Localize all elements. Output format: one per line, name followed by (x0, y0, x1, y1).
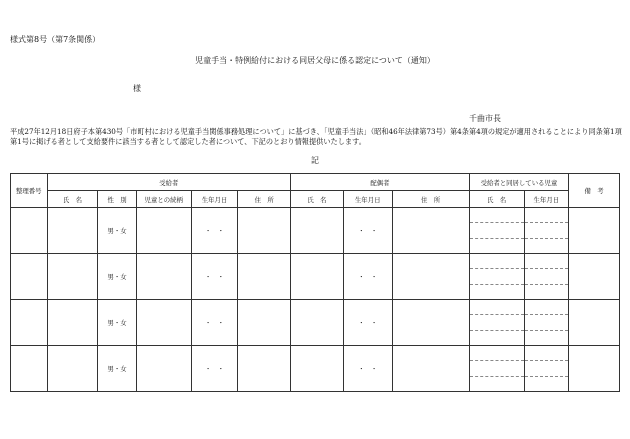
recipient-gender-cell[interactable]: 男・女 (98, 346, 137, 392)
recipient-address-cell[interactable] (238, 300, 291, 346)
spouse-address-cell[interactable] (392, 254, 469, 300)
recipient-address-cell[interactable] (238, 208, 291, 254)
header-recipient-birthdate: 生年月日 (191, 191, 238, 208)
child-name-cell[interactable] (469, 346, 524, 392)
recipient-name-cell[interactable] (47, 254, 98, 300)
recipient-address-cell[interactable] (238, 254, 291, 300)
remarks-cell[interactable] (569, 254, 620, 300)
recipient-name-cell[interactable] (47, 346, 98, 392)
header-child-name: 氏 名 (469, 191, 524, 208)
seiri-cell[interactable] (11, 208, 48, 254)
recipient-birthdate-cell[interactable]: ・ ・ (191, 254, 238, 300)
spouse-name-cell[interactable] (291, 300, 344, 346)
spouse-address-cell[interactable] (392, 300, 469, 346)
table-row (11, 300, 620, 346)
recipient-gender-cell[interactable]: 男・女 (98, 208, 137, 254)
recipient-name-cell[interactable] (47, 208, 98, 254)
seiri-cell[interactable] (11, 254, 48, 300)
recipient-relation-cell[interactable] (136, 254, 191, 300)
ki-heading: 記 (311, 156, 319, 165)
spouse-name-cell[interactable] (291, 254, 344, 300)
recipient-birthdate-cell[interactable]: ・ ・ (191, 208, 238, 254)
header-child-birthdate: 生年月日 (524, 191, 569, 208)
spouse-name-cell[interactable] (291, 346, 344, 392)
table-row (11, 254, 620, 300)
header-seiri-number: 整理番号 (11, 174, 48, 208)
header-recipient-name: 氏 名 (47, 191, 98, 208)
header-spouse-group: 配偶者 (291, 174, 470, 191)
child-birthdate-cell[interactable] (524, 254, 569, 300)
spouse-birthdate-cell[interactable]: ・ ・ (343, 208, 392, 254)
info-table (10, 173, 620, 392)
spouse-name-cell[interactable] (291, 208, 344, 254)
spouse-birthdate-cell[interactable]: ・ ・ (343, 254, 392, 300)
remarks-cell[interactable] (569, 208, 620, 254)
seiri-cell[interactable] (11, 346, 48, 392)
spouse-birthdate-cell[interactable]: ・ ・ (343, 346, 392, 392)
recipient-birthdate-cell[interactable]: ・ ・ (191, 300, 238, 346)
child-birthdate-cell[interactable] (524, 300, 569, 346)
recipient-birthdate-cell[interactable]: ・ ・ (191, 346, 238, 392)
remarks-cell[interactable] (569, 300, 620, 346)
header-recipient-relation: 児童との続柄 (136, 191, 191, 208)
recipient-address-cell[interactable] (238, 346, 291, 392)
header-remarks: 備 考 (569, 174, 620, 208)
recipient-name-cell[interactable] (47, 300, 98, 346)
header-spouse-address: 住 所 (392, 191, 469, 208)
header-spouse-name: 氏 名 (291, 191, 344, 208)
seiri-cell[interactable] (11, 300, 48, 346)
child-birthdate-cell[interactable] (524, 208, 569, 254)
addressee-suffix: 様 (133, 84, 141, 93)
form-number: 様式第8号（第7条関係） (10, 35, 101, 44)
child-name-cell[interactable] (469, 208, 524, 254)
recipient-relation-cell[interactable] (136, 208, 191, 254)
child-name-cell[interactable] (469, 254, 524, 300)
header-spouse-birthdate: 生年月日 (343, 191, 392, 208)
recipient-gender-cell[interactable]: 男・女 (98, 300, 137, 346)
document-title: 児童手当・特例給付における同居父母に係る認定について（通知） (195, 56, 435, 65)
recipient-relation-cell[interactable] (136, 300, 191, 346)
body-paragraph: 平成27年12月18日府子本第430号「市町村における児童手当関係事務処理について」に基づき、「児童手当法」（昭和46年法律第73号）第4条第4項の規定が適用されることにより同条第1項第1号に掲げる者として支給要件に該当する者として認定した者について、下記のとおり情報提供いたします。 (10, 127, 622, 146)
table-row (11, 208, 620, 254)
table-row (11, 346, 620, 392)
header-recipient-group: 受給者 (47, 174, 291, 191)
remarks-cell[interactable] (569, 346, 620, 392)
spouse-birthdate-cell[interactable]: ・ ・ (343, 300, 392, 346)
sender-name: 千曲市長 (469, 114, 501, 123)
child-birthdate-cell[interactable] (524, 346, 569, 392)
spouse-address-cell[interactable] (392, 208, 469, 254)
child-name-cell[interactable] (469, 300, 524, 346)
header-recipient-address: 住 所 (238, 191, 291, 208)
recipient-gender-cell[interactable]: 男・女 (98, 254, 137, 300)
spouse-address-cell[interactable] (392, 346, 469, 392)
header-recipient-gender: 性 別 (98, 191, 137, 208)
recipient-relation-cell[interactable] (136, 346, 191, 392)
header-child-group: 受給者と同居している児童 (469, 174, 568, 191)
